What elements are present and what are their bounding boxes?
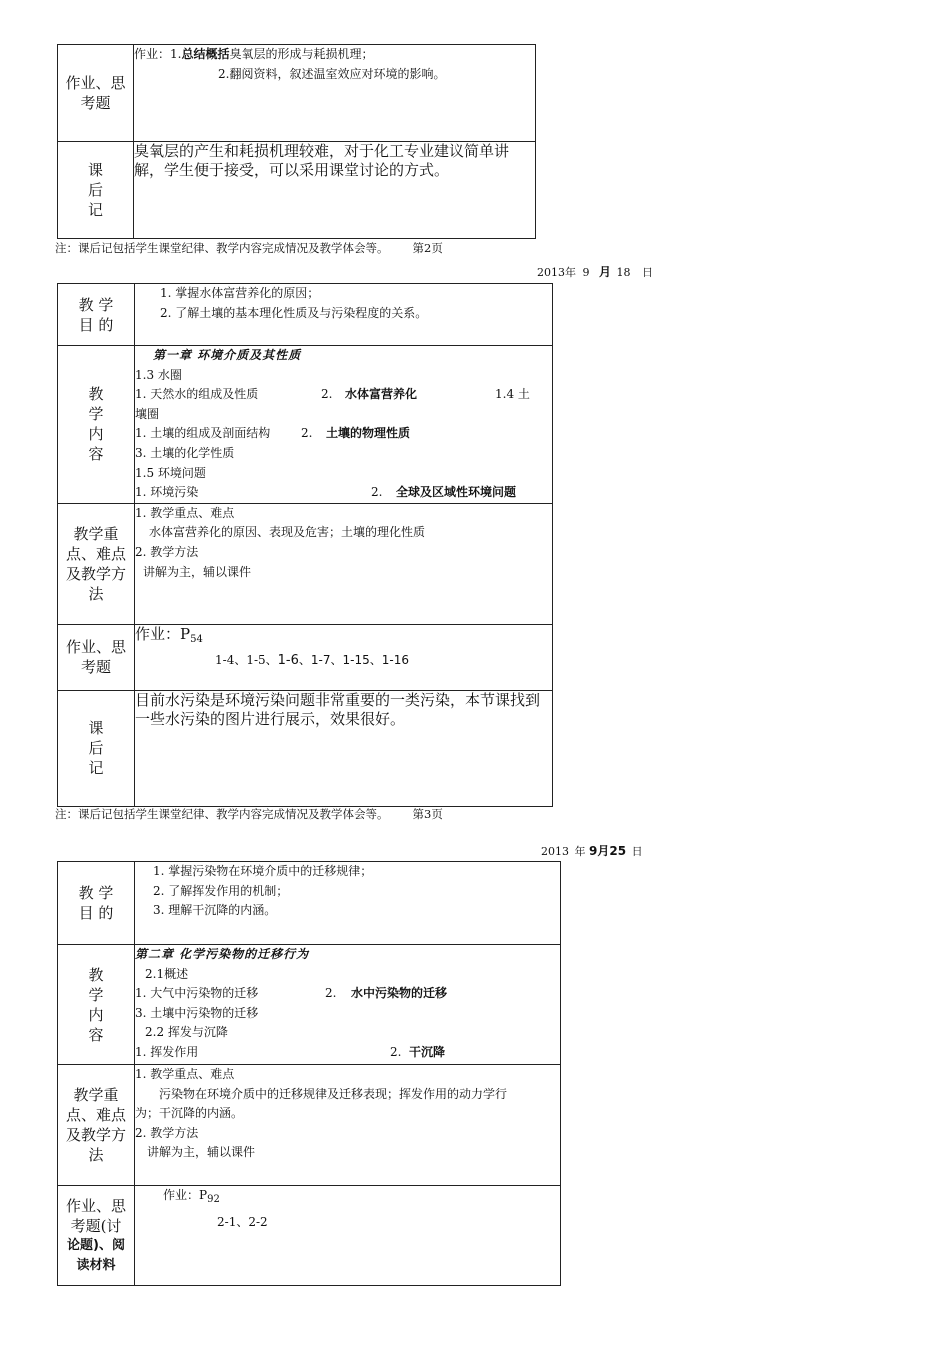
chapter-title: 第一章 环境介质及其性质 — [153, 348, 302, 362]
key-cell — [135, 503, 553, 624]
homework-line — [135, 625, 552, 649]
content-label-1: 教 — [88, 385, 104, 404]
homework-cell — [135, 624, 553, 690]
goal-label — [58, 862, 135, 945]
content-line — [135, 1043, 560, 1063]
key-item: 2. 教学方法 — [135, 544, 199, 559]
afterclass-label-1: 课 — [88, 719, 104, 738]
homework-prefix: 作业：1. — [134, 47, 182, 61]
content-line — [135, 385, 552, 405]
key-text: 讲解为主，辅以课件 — [143, 564, 252, 579]
content-line: 2.1概述 — [145, 966, 189, 981]
homework-label — [58, 624, 135, 690]
content-label-2: 学 — [88, 405, 104, 424]
content-num: 2. — [321, 387, 333, 402]
afterclass-text: 目前水污染是环境污染问题非常重要的一类污染，本节课找到一些水污染的图片进行展示，效果很好。 — [135, 690, 553, 806]
afterclass-label-1: 课 — [87, 161, 103, 179]
key-label-text: 教学重点、难点及教学方法 — [65, 524, 126, 603]
date-year: 2013 — [541, 845, 569, 858]
homework-line-2: 2.翻阅资料，叙述温室效应对环境的影响。 — [218, 66, 446, 81]
goal-label — [58, 284, 135, 346]
content-item-bold: 干沉降 — [409, 1044, 446, 1059]
homework-rest: 臭氧层的形成与耗损机理； — [229, 47, 374, 61]
homework-label — [58, 45, 134, 142]
footnote-text: 注：课后记包括学生课堂纪律、教学内容完成情况及教学体会等。 — [55, 241, 389, 255]
homework-item: 、1-7、1-15、1-16 — [298, 652, 409, 667]
homework-label — [58, 1186, 135, 1286]
key-item: 1. 教学重点、难点 — [135, 1067, 235, 1081]
homework-label-line: 作业、思 — [65, 1196, 126, 1215]
afterclass-label — [58, 690, 135, 806]
content-item: 1. 环境污染 — [135, 485, 199, 500]
content-num: 2. — [390, 1044, 402, 1059]
content-item: 1. 土壤的组成及剖面结构 — [135, 426, 271, 441]
content-label-3: 内 — [88, 425, 104, 444]
afterclass-label-3: 记 — [88, 759, 104, 778]
footnote-page3 — [55, 806, 443, 822]
key-label — [58, 503, 135, 624]
lesson-table-page2 — [57, 44, 536, 239]
homework-page-sub: 54 — [190, 633, 203, 645]
content-num: 2. — [301, 426, 313, 441]
footnote-page2 — [55, 240, 443, 256]
content-cell — [135, 945, 561, 1065]
goals-cell — [135, 284, 553, 346]
date-year: 2013年 — [537, 266, 576, 279]
homework-label-line: 论题)、阅 — [67, 1237, 125, 1253]
goal-label-text: 教 学 目 的 — [78, 884, 114, 922]
homework-label-line: 读材料 — [76, 1257, 116, 1273]
content-cell — [135, 346, 553, 504]
date-day: 25 — [609, 844, 627, 858]
key-label-text: 教学重点、难点及教学方法 — [65, 1086, 126, 1164]
homework-label-line: 考题(讨 — [70, 1216, 122, 1235]
content-line: 1.3 水圈 — [135, 367, 182, 382]
homework-line — [163, 1186, 560, 1210]
content-line — [135, 424, 552, 444]
homework-line: 2-1、2-2 — [217, 1214, 268, 1229]
content-label-3: 内 — [88, 1005, 104, 1024]
content-label — [58, 945, 135, 1065]
content-label-1: 教 — [88, 965, 104, 984]
date-day-unit: 日 — [642, 266, 654, 279]
content-item: 1. 大气中污染物的迁移 — [135, 986, 259, 1001]
afterclass-text: 臭氧层的产生和耗损机理较难，对于化工专业建议简单讲解，学生便于接受，可以采用课堂讨论的方式。 — [134, 142, 536, 239]
key-item: 2. 教学方法 — [135, 1125, 199, 1140]
page-number: 第3页 — [412, 807, 443, 821]
content-label — [58, 346, 135, 504]
goal-item: 2. 了解土壤的基本理化性质及与污染程度的关系。 — [160, 305, 428, 320]
content-line: 3. 土壤中污染物的迁移 — [135, 1005, 259, 1020]
goal-item: 1. 掌握水体富营养化的原因； — [160, 286, 320, 300]
afterclass-label — [58, 142, 134, 239]
content-item-bold: 水体富营养化 — [345, 387, 418, 402]
goal-item: 2. 了解挥发作用的机制； — [153, 883, 289, 898]
page-number: 第2页 — [412, 241, 443, 255]
key-item: 1. 教学重点、难点 — [135, 505, 235, 520]
homework-prefix: 作业：P — [163, 1188, 208, 1202]
afterclass-label-3: 记 — [87, 201, 103, 219]
content-label-2: 学 — [88, 985, 104, 1004]
date-month-unit: 月 — [597, 844, 610, 858]
homework-prefix: 作业：P — [135, 624, 191, 643]
content-item: 1.4 土 — [495, 387, 530, 402]
date-month-unit: 月 — [599, 265, 612, 279]
content-label-4: 容 — [88, 1025, 104, 1044]
content-line: 1.5 环境问题 — [135, 465, 206, 480]
key-text: 为；干沉降的内涵。 — [135, 1106, 244, 1121]
content-num: 2. — [371, 485, 383, 500]
lesson-table-page3 — [57, 283, 553, 807]
homework-page-sub: 92 — [207, 1194, 220, 1205]
goal-item: 3. 理解干沉降的内涵。 — [153, 903, 277, 918]
date-day-unit: 日 — [631, 845, 643, 858]
afterclass-label-2: 后 — [88, 739, 104, 758]
goal-item: 1. 掌握污染物在环境介质中的迁移规律； — [153, 864, 373, 878]
homework-item: 1-4、1-5、 — [215, 652, 278, 667]
content-line — [135, 984, 560, 1004]
goal-label-text: 教 学 目 的 — [78, 295, 114, 334]
homework-bold: 总结概括 — [181, 47, 230, 61]
key-text: 污染物在环境介质中的迁移规律及迁移表现；挥发作用的动力学行 — [159, 1086, 508, 1101]
date-day: 18 — [616, 266, 631, 279]
homework-item: 1-6 — [277, 652, 299, 668]
footnote-text: 注：课后记包括学生课堂纪律、教学内容完成情况及教学体会等。 — [55, 807, 389, 821]
chapter-title: 第二章 化学污染物的迁移行为 — [135, 947, 310, 961]
content-item-bold: 全球及区域性环境问题 — [396, 485, 517, 500]
key-text: 讲解为主，辅以课件 — [147, 1145, 256, 1160]
content-item: 1. 天然水的组成及性质 — [135, 387, 259, 402]
content-line: 3. 土壤的化学性质 — [135, 445, 235, 460]
content-line: 2.2 挥发与沉降 — [145, 1025, 228, 1040]
date-month: 9 — [589, 844, 598, 858]
date-line-1 — [537, 263, 653, 280]
afterclass-label-2: 后 — [87, 181, 103, 199]
homework-cell — [134, 45, 536, 142]
content-label-4: 容 — [88, 445, 104, 464]
content-item: 1. 挥发作用 — [135, 1044, 199, 1059]
content-item-bold: 土壤的物理性质 — [326, 426, 411, 441]
homework-line — [135, 651, 552, 671]
date-line-2 — [541, 842, 643, 859]
content-item-bold: 水中污染物的迁移 — [351, 986, 448, 1001]
homework-line-1 — [134, 45, 535, 65]
content-line — [135, 483, 552, 503]
date-year-unit: 年 — [574, 845, 586, 858]
key-text: 水体富营养化的原因、表现及危害；土壤的理化性质 — [149, 525, 426, 540]
content-line: 壤圈 — [135, 406, 160, 421]
key-cell — [135, 1065, 561, 1186]
content-num: 2. — [325, 986, 337, 1001]
key-label — [58, 1065, 135, 1186]
homework-cell — [135, 1186, 561, 1286]
lesson-table-page4 — [57, 861, 561, 1286]
homework-label-text: 作业、思考题 — [65, 74, 126, 112]
goals-cell — [135, 862, 561, 945]
date-month: 9 — [582, 266, 590, 279]
homework-label-text: 作业、思考题 — [65, 638, 126, 677]
